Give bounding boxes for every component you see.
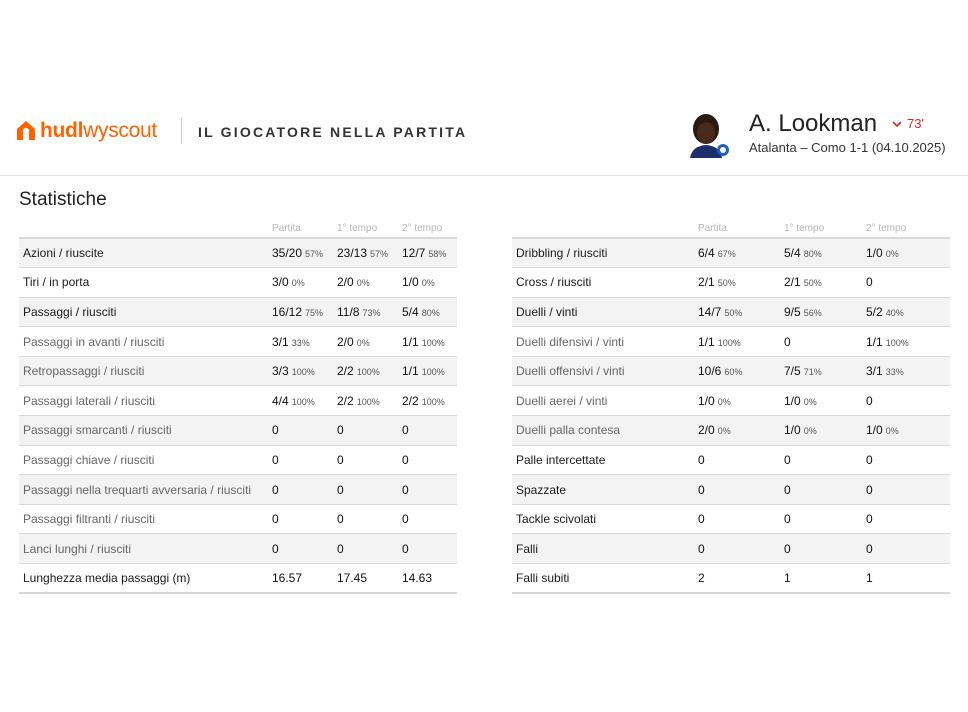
stat-label: Dribbling / riusciti xyxy=(512,238,698,268)
table-row xyxy=(512,356,950,386)
stat-value: 1/1 xyxy=(402,364,419,379)
stat-value: 0 xyxy=(337,482,344,497)
stat-value-cell xyxy=(402,386,457,416)
stat-value: 0 xyxy=(866,393,873,408)
stat-value: 2/1 xyxy=(698,275,715,290)
stat-percentage: 0% xyxy=(885,249,899,260)
stat-value: 0 xyxy=(402,423,409,438)
hudl-logo-icon xyxy=(13,118,39,144)
stat-value-cell xyxy=(337,534,402,564)
stat-percentage: 73% xyxy=(362,307,381,318)
stat-percentage: 0% xyxy=(717,396,731,407)
stat-value-cell xyxy=(698,327,784,357)
stat-value: 1/1 xyxy=(866,334,883,349)
stat-value: 9/5 xyxy=(784,304,801,319)
table-row xyxy=(512,297,950,327)
stat-label: Passaggi / riusciti xyxy=(19,297,272,327)
player-name: A. Lookman xyxy=(749,110,878,137)
stat-label: Passaggi chiave / riusciti xyxy=(19,445,272,475)
stat-value: 0 xyxy=(402,452,409,467)
stat-value-cell xyxy=(784,475,866,505)
table-row xyxy=(19,534,457,564)
stat-value-cell xyxy=(337,297,402,327)
stat-value-cell xyxy=(784,416,866,446)
table-row xyxy=(19,238,457,268)
stat-value-cell xyxy=(402,416,457,446)
stat-value: 6/4 xyxy=(698,246,715,261)
column-header: 1° tempo xyxy=(784,213,866,238)
stat-percentage: 0% xyxy=(885,426,899,437)
stat-percentage: 57% xyxy=(370,249,389,260)
stat-value-cell xyxy=(698,475,784,505)
stat-value-cell xyxy=(402,504,457,534)
stat-value-cell xyxy=(402,238,457,268)
stat-value-cell xyxy=(866,356,950,386)
table-row xyxy=(19,356,457,386)
stat-value-cell xyxy=(337,564,402,594)
stat-value-cell xyxy=(337,504,402,534)
stat-percentage: 50% xyxy=(803,278,822,289)
stat-value: 3/3 xyxy=(272,364,289,379)
stat-label: Passaggi nella trequarti avversaria / riusciti xyxy=(19,475,272,505)
stat-value: 0 xyxy=(337,541,344,556)
stat-value: 2/2 xyxy=(337,364,354,379)
stat-label: Duelli / vinti xyxy=(512,297,698,327)
stat-percentage: 100% xyxy=(421,396,445,407)
stat-label: Azioni / riuscite xyxy=(19,238,272,268)
table-row xyxy=(512,327,950,357)
stat-label: Retropassaggi / riusciti xyxy=(19,356,272,386)
stat-value-cell xyxy=(866,238,950,268)
stat-value: 2/2 xyxy=(402,393,419,408)
stat-label: Passaggi smarcanti / riusciti xyxy=(19,416,272,446)
table-row xyxy=(512,504,950,534)
stat-value: 0 xyxy=(784,482,791,497)
logo-hudl-text: hudl xyxy=(40,119,84,142)
stat-value: 2/0 xyxy=(337,334,354,349)
stat-label: Duelli palla contesa xyxy=(512,416,698,446)
stat-value-cell xyxy=(698,534,784,564)
column-header: 2° tempo xyxy=(402,213,457,238)
stat-value-cell xyxy=(337,327,402,357)
stat-label: Falli xyxy=(512,534,698,564)
stat-value: 0 xyxy=(698,482,705,497)
stat-percentage: 100% xyxy=(291,396,315,407)
table-row xyxy=(512,475,950,505)
stat-value: 0 xyxy=(866,541,873,556)
stat-value-cell xyxy=(866,268,950,298)
stat-value: 1/0 xyxy=(866,246,883,261)
table-row xyxy=(19,475,457,505)
table-row xyxy=(512,268,950,298)
stat-value: 0 xyxy=(272,482,279,497)
stat-percentage: 0% xyxy=(803,396,817,407)
stat-label: Tiri / in porta xyxy=(19,268,272,298)
stats-table-left-body xyxy=(19,238,457,593)
stat-value-cell xyxy=(337,386,402,416)
stat-value: 10/6 xyxy=(698,364,722,379)
stat-value-cell xyxy=(698,504,784,534)
stat-percentage: 0% xyxy=(356,278,370,289)
match-info: Atalanta – Como 1-1 (04.10.2025) xyxy=(749,140,946,155)
stats-table-right xyxy=(512,213,950,594)
table-row xyxy=(512,445,950,475)
stat-value-cell xyxy=(402,564,457,594)
chevron-down-icon xyxy=(891,118,903,130)
stat-value-cell xyxy=(337,475,402,505)
stat-percentage: 80% xyxy=(803,249,822,260)
stat-value: 14/7 xyxy=(698,304,722,319)
stat-percentage: 33% xyxy=(885,367,904,378)
stat-value: 1/0 xyxy=(784,423,801,438)
stat-value: 3/1 xyxy=(866,364,883,379)
stat-value-cell xyxy=(402,327,457,357)
stat-value: 0 xyxy=(272,452,279,467)
stat-value-cell xyxy=(272,504,337,534)
stat-value: 23/13 xyxy=(337,246,368,261)
stat-value: 4/4 xyxy=(272,393,289,408)
stat-value-cell xyxy=(698,268,784,298)
stat-percentage: 0% xyxy=(421,278,435,289)
stat-value: 5/2 xyxy=(866,304,883,319)
stat-label: Duelli offensivi / vinti xyxy=(512,356,698,386)
table-header-row xyxy=(512,213,950,238)
stat-percentage: 75% xyxy=(305,307,324,318)
stat-value: 1/1 xyxy=(698,334,715,349)
table-row xyxy=(512,238,950,268)
stat-percentage: 100% xyxy=(356,396,380,407)
stat-value: 5/4 xyxy=(402,304,419,319)
page-title: IL GIOCATORE NELLA PARTITA xyxy=(198,124,468,140)
stat-percentage: 60% xyxy=(724,367,743,378)
stat-value: 16/12 xyxy=(272,304,303,319)
stat-value-cell xyxy=(272,238,337,268)
stat-value: 0 xyxy=(402,541,409,556)
stat-value-cell xyxy=(272,445,337,475)
stat-value: 0 xyxy=(698,452,705,467)
table-row xyxy=(19,297,457,327)
stat-label: Passaggi in avanti / riusciti xyxy=(19,327,272,357)
stat-value-cell xyxy=(402,445,457,475)
stat-value: 1 xyxy=(784,571,791,586)
stat-value: 0 xyxy=(784,512,791,527)
stat-value-cell xyxy=(866,534,950,564)
stat-percentage: 100% xyxy=(421,367,445,378)
stat-value-cell xyxy=(784,445,866,475)
stat-value: 1 xyxy=(866,571,873,586)
stat-label: Duelli aerei / vinti xyxy=(512,386,698,416)
stat-value-cell xyxy=(866,445,950,475)
table-row xyxy=(19,504,457,534)
table-row xyxy=(19,416,457,446)
stat-value-cell xyxy=(866,564,950,594)
stat-label: Palle intercettate xyxy=(512,445,698,475)
stat-value-cell xyxy=(784,327,866,357)
table-row xyxy=(512,416,950,446)
stat-value-cell xyxy=(784,356,866,386)
player-avatar xyxy=(686,110,730,158)
stat-value-cell xyxy=(272,386,337,416)
stat-value: 0 xyxy=(784,334,791,349)
stat-percentage: 58% xyxy=(428,249,447,260)
stat-value-cell xyxy=(272,356,337,386)
stat-value: 12/7 xyxy=(402,246,426,261)
stat-value-cell xyxy=(402,297,457,327)
stat-value-cell xyxy=(337,445,402,475)
stat-value-cell xyxy=(337,356,402,386)
stat-value-cell xyxy=(337,238,402,268)
table-row xyxy=(19,564,457,594)
stat-value-cell xyxy=(866,327,950,357)
stat-label: Passaggi filtranti / riusciti xyxy=(19,504,272,534)
table-row xyxy=(19,327,457,357)
stat-value-cell xyxy=(784,504,866,534)
column-header: 1° tempo xyxy=(337,213,402,238)
stat-value: 1/0 xyxy=(784,393,801,408)
header-empty xyxy=(19,213,272,238)
stat-value: 0 xyxy=(337,512,344,527)
stat-percentage: 57% xyxy=(305,249,324,260)
section-title: Statistiche xyxy=(19,189,107,210)
stat-value-cell xyxy=(272,268,337,298)
stat-value: 0 xyxy=(698,541,705,556)
table-row xyxy=(19,386,457,416)
player-card xyxy=(686,108,966,168)
header-empty xyxy=(512,213,698,238)
stat-percentage: 71% xyxy=(803,367,822,378)
stat-value: 1/0 xyxy=(698,393,715,408)
stat-percentage: 80% xyxy=(421,307,440,318)
stat-value: 0 xyxy=(866,452,873,467)
stat-percentage: 100% xyxy=(717,337,741,348)
stat-label: Tackle scivolati xyxy=(512,504,698,534)
table-row xyxy=(19,445,457,475)
stat-value-cell xyxy=(272,327,337,357)
stat-value-cell xyxy=(784,564,866,594)
stat-value-cell xyxy=(866,504,950,534)
stat-value-cell xyxy=(698,356,784,386)
table-row xyxy=(512,386,950,416)
stat-label: Lunghezza media passaggi (m) xyxy=(19,564,272,594)
stat-percentage: 100% xyxy=(356,367,380,378)
stat-value: 1/1 xyxy=(402,334,419,349)
stat-value: 0 xyxy=(698,512,705,527)
stat-value: 16.57 xyxy=(272,571,303,586)
stat-value-cell xyxy=(784,386,866,416)
stat-percentage: 33% xyxy=(291,337,310,348)
stat-value: 2 xyxy=(698,571,705,586)
stat-value: 1/0 xyxy=(402,275,419,290)
stat-value: 0 xyxy=(402,512,409,527)
stat-value-cell xyxy=(784,238,866,268)
logo-wyscout-text: wyscout xyxy=(83,119,157,142)
stat-percentage: 50% xyxy=(724,307,743,318)
stat-value-cell xyxy=(698,564,784,594)
stat-value: 17.45 xyxy=(337,571,368,586)
stat-value: 3/0 xyxy=(272,275,289,290)
page-header xyxy=(0,100,968,176)
stat-value-cell xyxy=(866,416,950,446)
stat-value-cell xyxy=(272,416,337,446)
stat-percentage: 50% xyxy=(717,278,736,289)
stat-value: 0 xyxy=(402,482,409,497)
substitution-minute: 73' xyxy=(907,116,924,131)
stat-value: 14.63 xyxy=(402,571,433,586)
stat-percentage: 100% xyxy=(885,337,909,348)
column-header: Partita xyxy=(698,213,784,238)
stat-percentage: 0% xyxy=(803,426,817,437)
stat-percentage: 67% xyxy=(717,249,736,260)
stat-value-cell xyxy=(402,534,457,564)
stat-percentage: 40% xyxy=(885,307,904,318)
stat-value-cell xyxy=(698,386,784,416)
stat-value: 0 xyxy=(866,482,873,497)
stat-value-cell xyxy=(402,268,457,298)
stat-value-cell xyxy=(337,416,402,446)
stat-value: 0 xyxy=(866,512,873,527)
stat-percentage: 0% xyxy=(291,278,305,289)
table-row xyxy=(512,534,950,564)
stat-value-cell xyxy=(784,268,866,298)
stat-value: 0 xyxy=(272,423,279,438)
stat-percentage: 0% xyxy=(356,337,370,348)
stat-value: 0 xyxy=(337,423,344,438)
stat-label: Passaggi laterali / riusciti xyxy=(19,386,272,416)
stat-value: 2/1 xyxy=(784,275,801,290)
stat-value-cell xyxy=(272,297,337,327)
stat-value: 0 xyxy=(272,512,279,527)
stat-value-cell xyxy=(272,475,337,505)
stat-value-cell xyxy=(272,564,337,594)
stat-label: Falli subiti xyxy=(512,564,698,594)
stat-value-cell xyxy=(698,297,784,327)
stat-percentage: 0% xyxy=(717,426,731,437)
stat-value-cell xyxy=(698,238,784,268)
stat-value-cell xyxy=(337,268,402,298)
stat-value-cell xyxy=(402,356,457,386)
stat-value-cell xyxy=(402,475,457,505)
column-header: Partita xyxy=(272,213,337,238)
stat-value-cell xyxy=(866,475,950,505)
stat-value-cell xyxy=(698,445,784,475)
stat-value: 5/4 xyxy=(784,246,801,261)
stat-value: 2/0 xyxy=(337,275,354,290)
stat-label: Lanci lunghi / riusciti xyxy=(19,534,272,564)
table-row xyxy=(512,564,950,594)
stat-value: 0 xyxy=(784,541,791,556)
stat-percentage: 100% xyxy=(291,367,315,378)
stat-value: 1/0 xyxy=(866,423,883,438)
column-header: 2° tempo xyxy=(866,213,950,238)
stat-value: 0 xyxy=(784,452,791,467)
stat-value: 2/2 xyxy=(337,393,354,408)
stat-value: 2/0 xyxy=(698,423,715,438)
stat-label: Duelli difensivi / vinti xyxy=(512,327,698,357)
stat-label: Cross / riusciti xyxy=(512,268,698,298)
header-divider xyxy=(181,118,182,144)
stat-value-cell xyxy=(866,386,950,416)
stat-value-cell xyxy=(866,297,950,327)
stat-value-cell xyxy=(272,534,337,564)
stat-percentage: 56% xyxy=(803,307,822,318)
stat-label: Spazzate xyxy=(512,475,698,505)
stat-value: 0 xyxy=(337,452,344,467)
hudl-wyscout-logo[interactable] xyxy=(13,118,157,144)
stat-value: 0 xyxy=(866,275,873,290)
stat-value-cell xyxy=(784,297,866,327)
table-row xyxy=(19,268,457,298)
stat-value-cell xyxy=(784,534,866,564)
table-header-row xyxy=(19,213,457,238)
stat-value-cell xyxy=(698,416,784,446)
stat-value: 7/5 xyxy=(784,364,801,379)
stat-value: 0 xyxy=(272,541,279,556)
stats-table-right-body xyxy=(512,238,950,593)
stat-value: 35/20 xyxy=(272,246,303,261)
stats-table-left xyxy=(19,213,457,594)
stat-value: 11/8 xyxy=(337,304,360,319)
stat-percentage: 100% xyxy=(421,337,445,348)
stat-value: 3/1 xyxy=(272,334,289,349)
